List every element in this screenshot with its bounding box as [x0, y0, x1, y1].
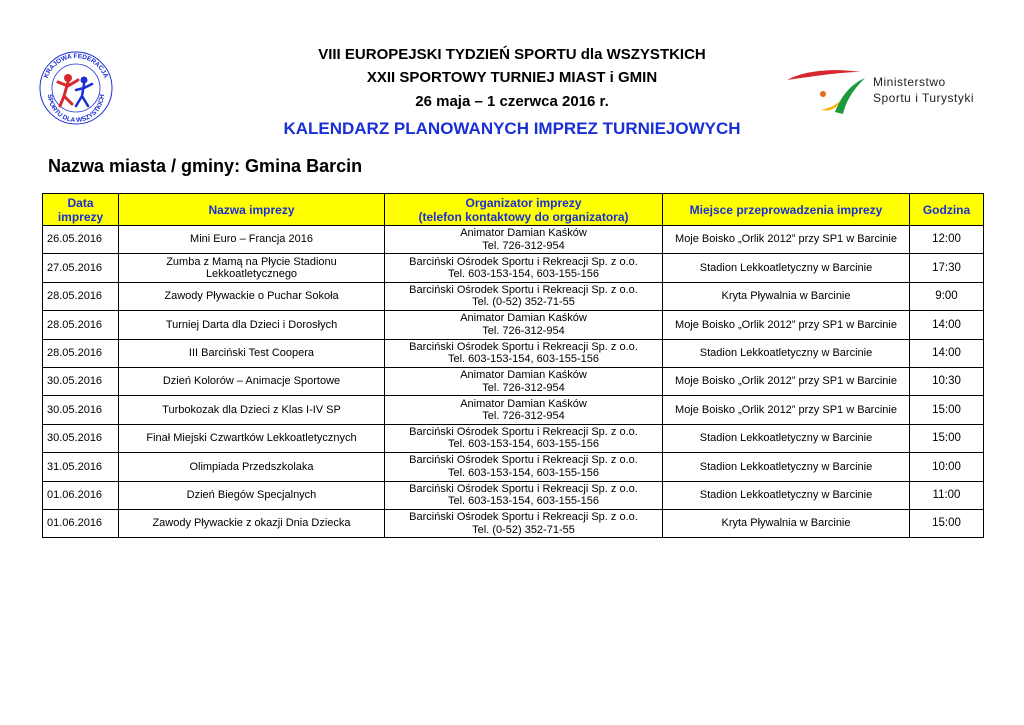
organizer-name: Barciński Ośrodek Sportu i Rekreacji Sp. z o.o. [409, 255, 638, 268]
calendar-title: KALENDARZ PLANOWANYCH IMPREZ TURNIEJOWYCH [283, 119, 741, 138]
cell-name [119, 226, 385, 254]
date-text: 30.05.2016 [47, 375, 103, 388]
name-text: Turniej Darta dla Dzieci i Dorosłych [165, 318, 338, 331]
cell-organizer [385, 282, 663, 310]
table-header-row [43, 194, 984, 226]
col-time: Godzina [910, 194, 984, 226]
cell-date [43, 396, 119, 424]
date-text: 31.05.2016 [47, 460, 103, 473]
date-text: 28.05.2016 [47, 290, 103, 303]
cell-name [119, 453, 385, 481]
cell-date [43, 254, 119, 282]
time-text: 14:00 [932, 347, 961, 359]
col-organizer [385, 194, 663, 226]
organizer-name: Animator Damian Kaśków [460, 369, 587, 382]
event-dates: 26 maja – 1 czerwca 2016 r. [415, 93, 609, 110]
place-text: Stadion Lekkoatletyczny w Barcinie [699, 432, 873, 445]
name-text: Turbokozak dla Dzieci z Klas I-IV SP [162, 403, 341, 416]
organizer-phone: Tel. 726-312-954 [482, 410, 565, 423]
cell-name [119, 396, 385, 424]
name-text: Dzień Kolorów – Animacje Sportowe [162, 375, 341, 388]
name-text: III Barciński Test Coopera [188, 347, 315, 359]
col-organizer-subtitle: (telefon kontaktowy do organizatora) [418, 209, 629, 224]
cell-time [910, 282, 984, 310]
cell-date [43, 453, 119, 481]
date-text: 30.05.2016 [47, 432, 103, 445]
place-text: Moje Boisko „Orlik 2012” przy SP1 w Barcinie [675, 233, 897, 246]
name-text: Mini Euro – Francja 2016 [190, 233, 313, 246]
cell-time [910, 453, 984, 481]
cell-date [43, 509, 119, 537]
cell-organizer [385, 424, 663, 452]
cell-time [910, 226, 984, 254]
cell-name [119, 367, 385, 395]
time-text: 15:00 [932, 403, 961, 416]
cell-time [910, 367, 984, 395]
place-text: Moje Boisko „Orlik 2012” przy SP1 w Barcinie [675, 318, 897, 331]
organizer-phone: Tel. 603-153-154, 603-155-156 [447, 353, 600, 366]
organizer-name: Barciński Ośrodek Sportu i Rekreacji Sp. z o.o. [409, 511, 638, 524]
cell-date [43, 311, 119, 339]
organizer-phone: Tel. (0-52) 352-71-55 [472, 296, 575, 309]
organizer-phone: Tel. 603-153-154, 603-155-156 [447, 438, 600, 451]
cell-place [663, 339, 910, 367]
place-text: Stadion Lekkoatletyczny w Barcinie [699, 488, 873, 501]
cell-time [910, 396, 984, 424]
organizer-name: Barciński Ośrodek Sportu i Rekreacji Sp. z o.o. [409, 482, 638, 495]
cell-time [910, 424, 984, 452]
date-text: 01.06.2016 [47, 488, 103, 501]
time-text: 17:30 [932, 261, 961, 274]
table-row [43, 367, 984, 395]
cell-date [43, 424, 119, 452]
cell-organizer [385, 254, 663, 282]
date-text: 28.05.2016 [47, 318, 103, 331]
cell-place [663, 509, 910, 537]
cell-organizer [385, 339, 663, 367]
organizer-name: Barciński Ośrodek Sportu i Rekreacji Sp. z o.o. [409, 283, 638, 296]
date-text: 27.05.2016 [47, 261, 103, 274]
table-row [43, 311, 984, 339]
organizer-name: Barciński Ośrodek Sportu i Rekreacji Sp. z o.o. [409, 425, 638, 438]
name-text: Dzień Biegów Specjalnych [186, 488, 317, 501]
organizer-name: Animator Damian Kaśków [460, 397, 587, 410]
cell-name [119, 311, 385, 339]
events-table [42, 193, 984, 538]
time-text: 11:00 [932, 488, 961, 501]
cell-organizer [385, 481, 663, 509]
organizer-phone: Tel. 726-312-954 [482, 239, 565, 252]
place-text: Stadion Lekkoatletyczny w Barcinie [699, 347, 873, 359]
date-text: 28.05.2016 [47, 347, 103, 359]
time-text: 12:00 [932, 233, 961, 246]
tournament-title: XXII SPORTOWY TURNIEJ MIAST i GMIN [366, 69, 658, 86]
cell-place [663, 226, 910, 254]
cell-place [663, 396, 910, 424]
event-title: VIII EUROPEJSKI TYDZIEŃ SPORTU dla WSZYSTKICH [318, 46, 706, 63]
cell-organizer [385, 453, 663, 481]
organizer-name: Barciński Ośrodek Sportu i Rekreacji Sp. z o.o. [409, 454, 638, 467]
cell-place [663, 481, 910, 509]
name-text: Zumba z Mamą na Płycie Stadionu Lekkoatletycznego [166, 255, 337, 281]
place-text: Kryta Pływalnia w Barcinie [721, 517, 851, 530]
col-organizer-title: Organizator imprezy [465, 195, 582, 210]
name-text: Zawody Pływackie o Puchar Sokoła [164, 290, 339, 303]
organizer-phone: Tel. 603-153-154, 603-155-156 [447, 495, 600, 508]
place-text: Moje Boisko „Orlik 2012” przy SP1 w Barcinie [675, 375, 897, 388]
organizer-phone: Tel. (0-52) 352-71-55 [472, 523, 575, 536]
cell-name [119, 509, 385, 537]
cell-date [43, 282, 119, 310]
time-text: 9:00 [935, 290, 958, 303]
place-text: Stadion Lekkoatletyczny w Barcinie [699, 261, 873, 274]
cell-name [119, 254, 385, 282]
time-text: 15:00 [932, 517, 961, 530]
organizer-phone: Tel. 726-312-954 [482, 324, 565, 337]
name-text: Zawody Pływackie z okazji Dnia Dziecka [152, 517, 351, 530]
table-row [43, 424, 984, 452]
cell-organizer [385, 226, 663, 254]
cell-date [43, 339, 119, 367]
date-text: 01.06.2016 [47, 517, 103, 530]
cell-time [910, 254, 984, 282]
organizer-name: Animator Damian Kaśków [460, 312, 587, 325]
time-text: 14:00 [932, 318, 961, 331]
table-row [43, 396, 984, 424]
ministry-line2: Sportu i Turystyki [873, 91, 975, 105]
cell-date [43, 226, 119, 254]
time-text: 10:00 [932, 460, 961, 473]
cell-organizer [385, 396, 663, 424]
col-place: Miejsce przeprowadzenia imprezy [663, 194, 910, 226]
cell-place [663, 311, 910, 339]
ministry-line1: Ministerstwo [873, 75, 946, 89]
cell-name [119, 339, 385, 367]
date-text: 30.05.2016 [47, 403, 103, 416]
cell-place [663, 367, 910, 395]
cell-time [910, 509, 984, 537]
cell-name [119, 424, 385, 452]
col-date: Data imprezy [43, 194, 119, 226]
cell-organizer [385, 311, 663, 339]
cell-date [43, 367, 119, 395]
place-text: Stadion Lekkoatletyczny w Barcinie [699, 460, 873, 473]
cell-organizer [385, 509, 663, 537]
organizer-name: Barciński Ośrodek Sportu i Rekreacji Sp. z o.o. [409, 340, 638, 353]
table-row [43, 226, 984, 254]
svg-text:SPORTU DLA WSZYSTKICH: SPORTU DLA WSZYSTKICH [45, 93, 107, 125]
table-row [43, 282, 984, 310]
table-row [43, 509, 984, 537]
organizer-phone: Tel. 726-312-954 [482, 381, 565, 394]
table-row [43, 254, 984, 282]
cell-place [663, 453, 910, 481]
cell-place [663, 282, 910, 310]
name-text: Finał Miejski Czwartków Lekkoatletycznych [146, 432, 357, 445]
date-text: 26.05.2016 [47, 233, 103, 246]
place-text: Moje Boisko „Orlik 2012” przy SP1 w Barcinie [675, 403, 897, 416]
cell-date [43, 481, 119, 509]
cell-place [663, 254, 910, 282]
cell-name [119, 282, 385, 310]
table-row [43, 339, 984, 367]
city-label: Nazwa miasta / gminy: Gmina Barcin [48, 156, 363, 176]
organizer-phone: Tel. 603-153-154, 603-155-156 [447, 268, 600, 281]
time-text: 15:00 [932, 432, 961, 445]
time-text: 10:30 [932, 375, 961, 388]
cell-time [910, 311, 984, 339]
table-row [43, 453, 984, 481]
cell-place [663, 424, 910, 452]
organizer-name: Animator Damian Kaśków [460, 227, 587, 240]
organizer-phone: Tel. 603-153-154, 603-155-156 [447, 466, 600, 479]
name-text: Olimpiada Przedszkolaka [189, 460, 314, 473]
svg-text:KRAJOWA FEDERACJA: KRAJOWA FEDERACJA [42, 52, 110, 80]
cell-name [119, 481, 385, 509]
table-row [43, 481, 984, 509]
cell-time [910, 481, 984, 509]
place-text: Kryta Pływalnia w Barcinie [721, 290, 851, 303]
cell-time [910, 339, 984, 367]
cell-organizer [385, 367, 663, 395]
col-name: Nazwa imprezy [119, 194, 385, 226]
